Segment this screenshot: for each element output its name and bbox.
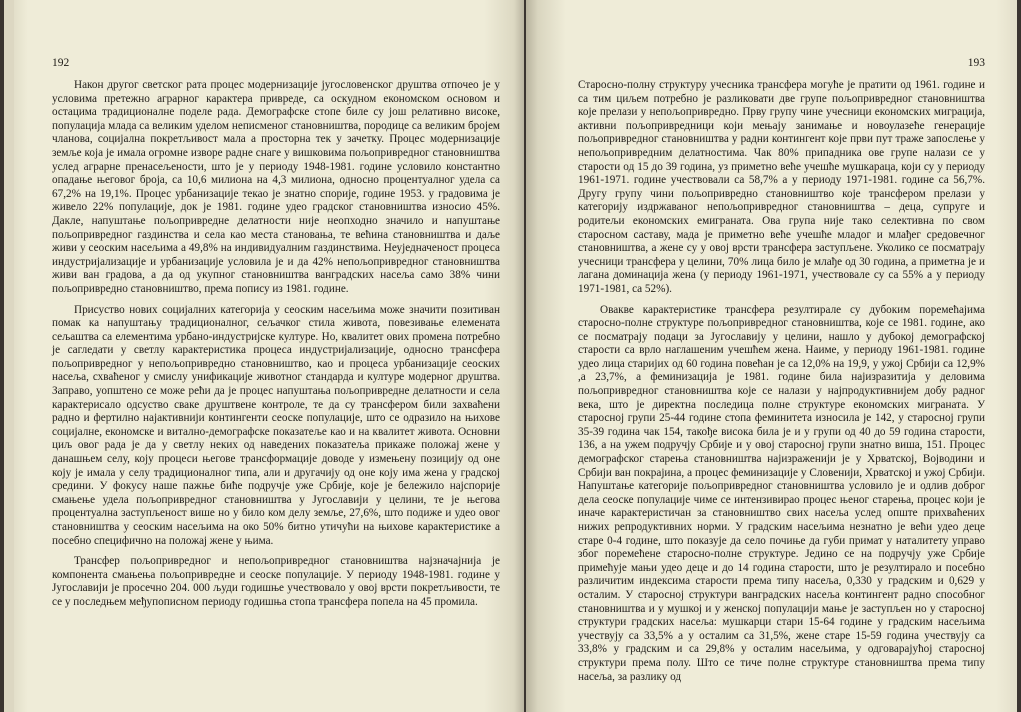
paragraph: Овакве карактеристике трансфера резултирале су дубоким поремећајима старосно-полне структуре пољопривредног становништва, које се 1981. године, ако се посматрају подаци за Југославију у целини, нашло у дубокој демографској старости са врло наглашеним учешћем жена. Наиме, у периоду 1961-1981. године удео лица старијих од 60 година повећан је са 12,0% на 19,9, у ужој Србији са 12,9% ,а 23,7%, а феминизација је 1981. године била најизразитија у деловима пољопривредног становништва које се налази у најпродуктивнијем добу радног века, што је директна последица полне структуре економских миграната. У старосној групи 25-44 године стопа феминитета износила је 142, у старосној групи 35-39 година чак 154, такође висока била је и у групи од 40 до 59 година старости, 136, а на ужем подручју Србије и у овој старосној групи знатно виша, 151. Процес демографског старења становништва најизраженији је у Хрватској, Војводини и Србији ван покрајина, а процес феминизације у Словенији, Хрватској и ужој Србији. Напуштање категорије пољопривредног становништва условило је и одлив доброг дела сеоске популације чиме се интензивирао процес њеног старења, процес који је иначе карактеристичан за становништво свих насеља услед опште прихваћених нижих репродуктивних норми. У градским насељима незнатно је већи удео деце старе 0-4 године, што показује да село почиње да губи примат у наталитету управо због поремећене старосно-полне структуре. Једино се на подручју уже Србије примећује мањи удео деце и до 14 година старости, што је резултирало и посебно различитим индексима старости према типу насеља, 0,330 у градским и 0,629 у осталим. У старосној структури ванградских насеља контингент радно способног становништва и у мушкој и у женској популацији мање је заступљен но у старосној структури градских насеља: мушкарци стари 15-64 године у градским насељима учествују са 33,5% а у осталим са 31,5%, жене старе 15-59 година учествују са 33,8% у градским и са 29,8% у осталим насељима, у одговарајућој старосној структури према полу. Што се тиче полне структуре становништва према типу насеља, за разлику од	[578, 303, 985, 683]
paragraph: Трансфер пољопривредног и непољопривредног становништва најзначајнија је компонента смањења пољопривредне и сеоске популације. У периоду 1948-1981. године у Југославији је просечно 204. 000 људи годишње учествовало у овој врсти покретљивости, те се у последњем међупописном периоду годишња стопа трансфера попела на 45 промила.	[52, 555, 500, 608]
left-page	[4, 0, 524, 712]
page-number-left: 192	[52, 57, 70, 69]
paragraph: Старосно-полну структуру учесника трансфера могуће је пратити од 1961. године и са тим циљем потребно је разликовати две групе пољопривредног становништва које прелази у непољопривредно. Прву групу чине учесници економских миграција, активни пољопривредници који мењају занимање и новоулазеће генерације пољопривредног становништва у радни контингент које први пут траже запослење у непољопривредним делатностима. Чак 80% припадника ове групе налази се у старости од 15 до 39 година, уз приметно веће учешће мушкараца, који су у периоду 1961-1971. године учествовали са 58,7% а у периоду 1971-1981. године са 56,7%. Другу групу чини пољопривредно становништво које трансфером прелази у категорију издржаваног непољопривредног становништва – деца, супруге и родитељи економских емиграната. Ова група није тако селективна по свом старосном саставу, мада је приметно веће учешће младог и млађег средовечног становништва, а жене су у овој врсти трансфера заступљене. Уколико се посматрају учесници трансфера у целини, 70% лица било је млађе од 30 година, а приметна је и лагана доминација жена (у периоду 1961-1971, учествовале су са 55% а у периоду 1971-1981, са 52%).	[578, 79, 985, 295]
page-edge-stack	[4, 0, 14, 712]
page-number-right: 193	[967, 57, 985, 69]
right-page	[526, 0, 1017, 712]
paragraph: Присуство нових социјалних категорија у сеоским насељима може значити позитиван помак ка напуштању традиционалног, сељачког стила живота, повезивање елемената сељаштва са елементима урбано-индустријске културе. Но, квалитет ових промена потребно је сагледати у светлу карактеристика процеса индустријализације, односно трансфера пољопривредног у непољопривредно становништво, као и процеса урбанизације сеоских насеља, схваћеног у смислу унификације животног стандарда и културе модерног друштва. Заправо, уопштено се може рећи да је процес напуштања пољопривредне делатности и села карактерисало одсуство сваке друштвене контроле, те да су трансфером били захваћени радно и фертилно најактивнији контингенти сеоске популације, што се одразило на њихове социјалне, економске и витално-демографске показатеље као и на квалитет живота. Основни циљ овог рада је да у светлу неких од наведених показатеља прикаже положај жене у данашњем селу, коју процеси његове трансформације доводе у измењену позицију од оне коју је имала у селу традиционалног типа, али и другачију од оне коју има жена у градској средини. У фокусу наше пажње биће подручје уже Србије, које је бележило најспорије смањење удела пољопривредног становништва у Југославији у целини, те је његова процентуална заступљеност више но у било ком делу земље, 27,6%, што подиже и удео овог становништва у сеоским насељима на око 50% битно утичући на њихове карактеристике а посебно специфично на положај жене у њима.	[52, 303, 500, 547]
paragraph: Након другог светског рата процес модернизације југословенског друштва отпочео је у условима претежно аграрног карактера привреде, са оскудном економском основом и остацима традиционалне поделе рада. Демографске стопе биле су још релативно високе, популација млада са великим уделом неписменог становништва, породице са великим бројем чланова, социјална покретљивост мала а просторна тек у зачетку. Процес модернизације земље која је имала огромне изворе радне снаге у вишковима пољопривредног становништва услед аграрне пренасељености, што је у периоду 1948-1981. године условило константно опадање његовог броја, са 10,6 милиона на 4,3 милиона, односно процентуалног удела са 67,2% на 19,1%. Процес урбанизације текао је знатно спорије, године 1953. у градовима је живело 22% популације, док је 1981. године удео градског становништва износио 45%. Дакле, напуштање пољопривредне делатности није неопходно значило и напуштање пољопривредног газдинства и села као места становања, те већина становништва и даље живи у сеоским насељима а 49,8% на индивидуалним газдинствима. Неуједначеност процеса индустријализације и урбанизације условила је и да 42% непољопривредног становништва живи ван градова, а да од укупног становништва ванградских насеља само 38% чини пољопривредно становништво, према попису из 1981. године.	[52, 79, 500, 295]
